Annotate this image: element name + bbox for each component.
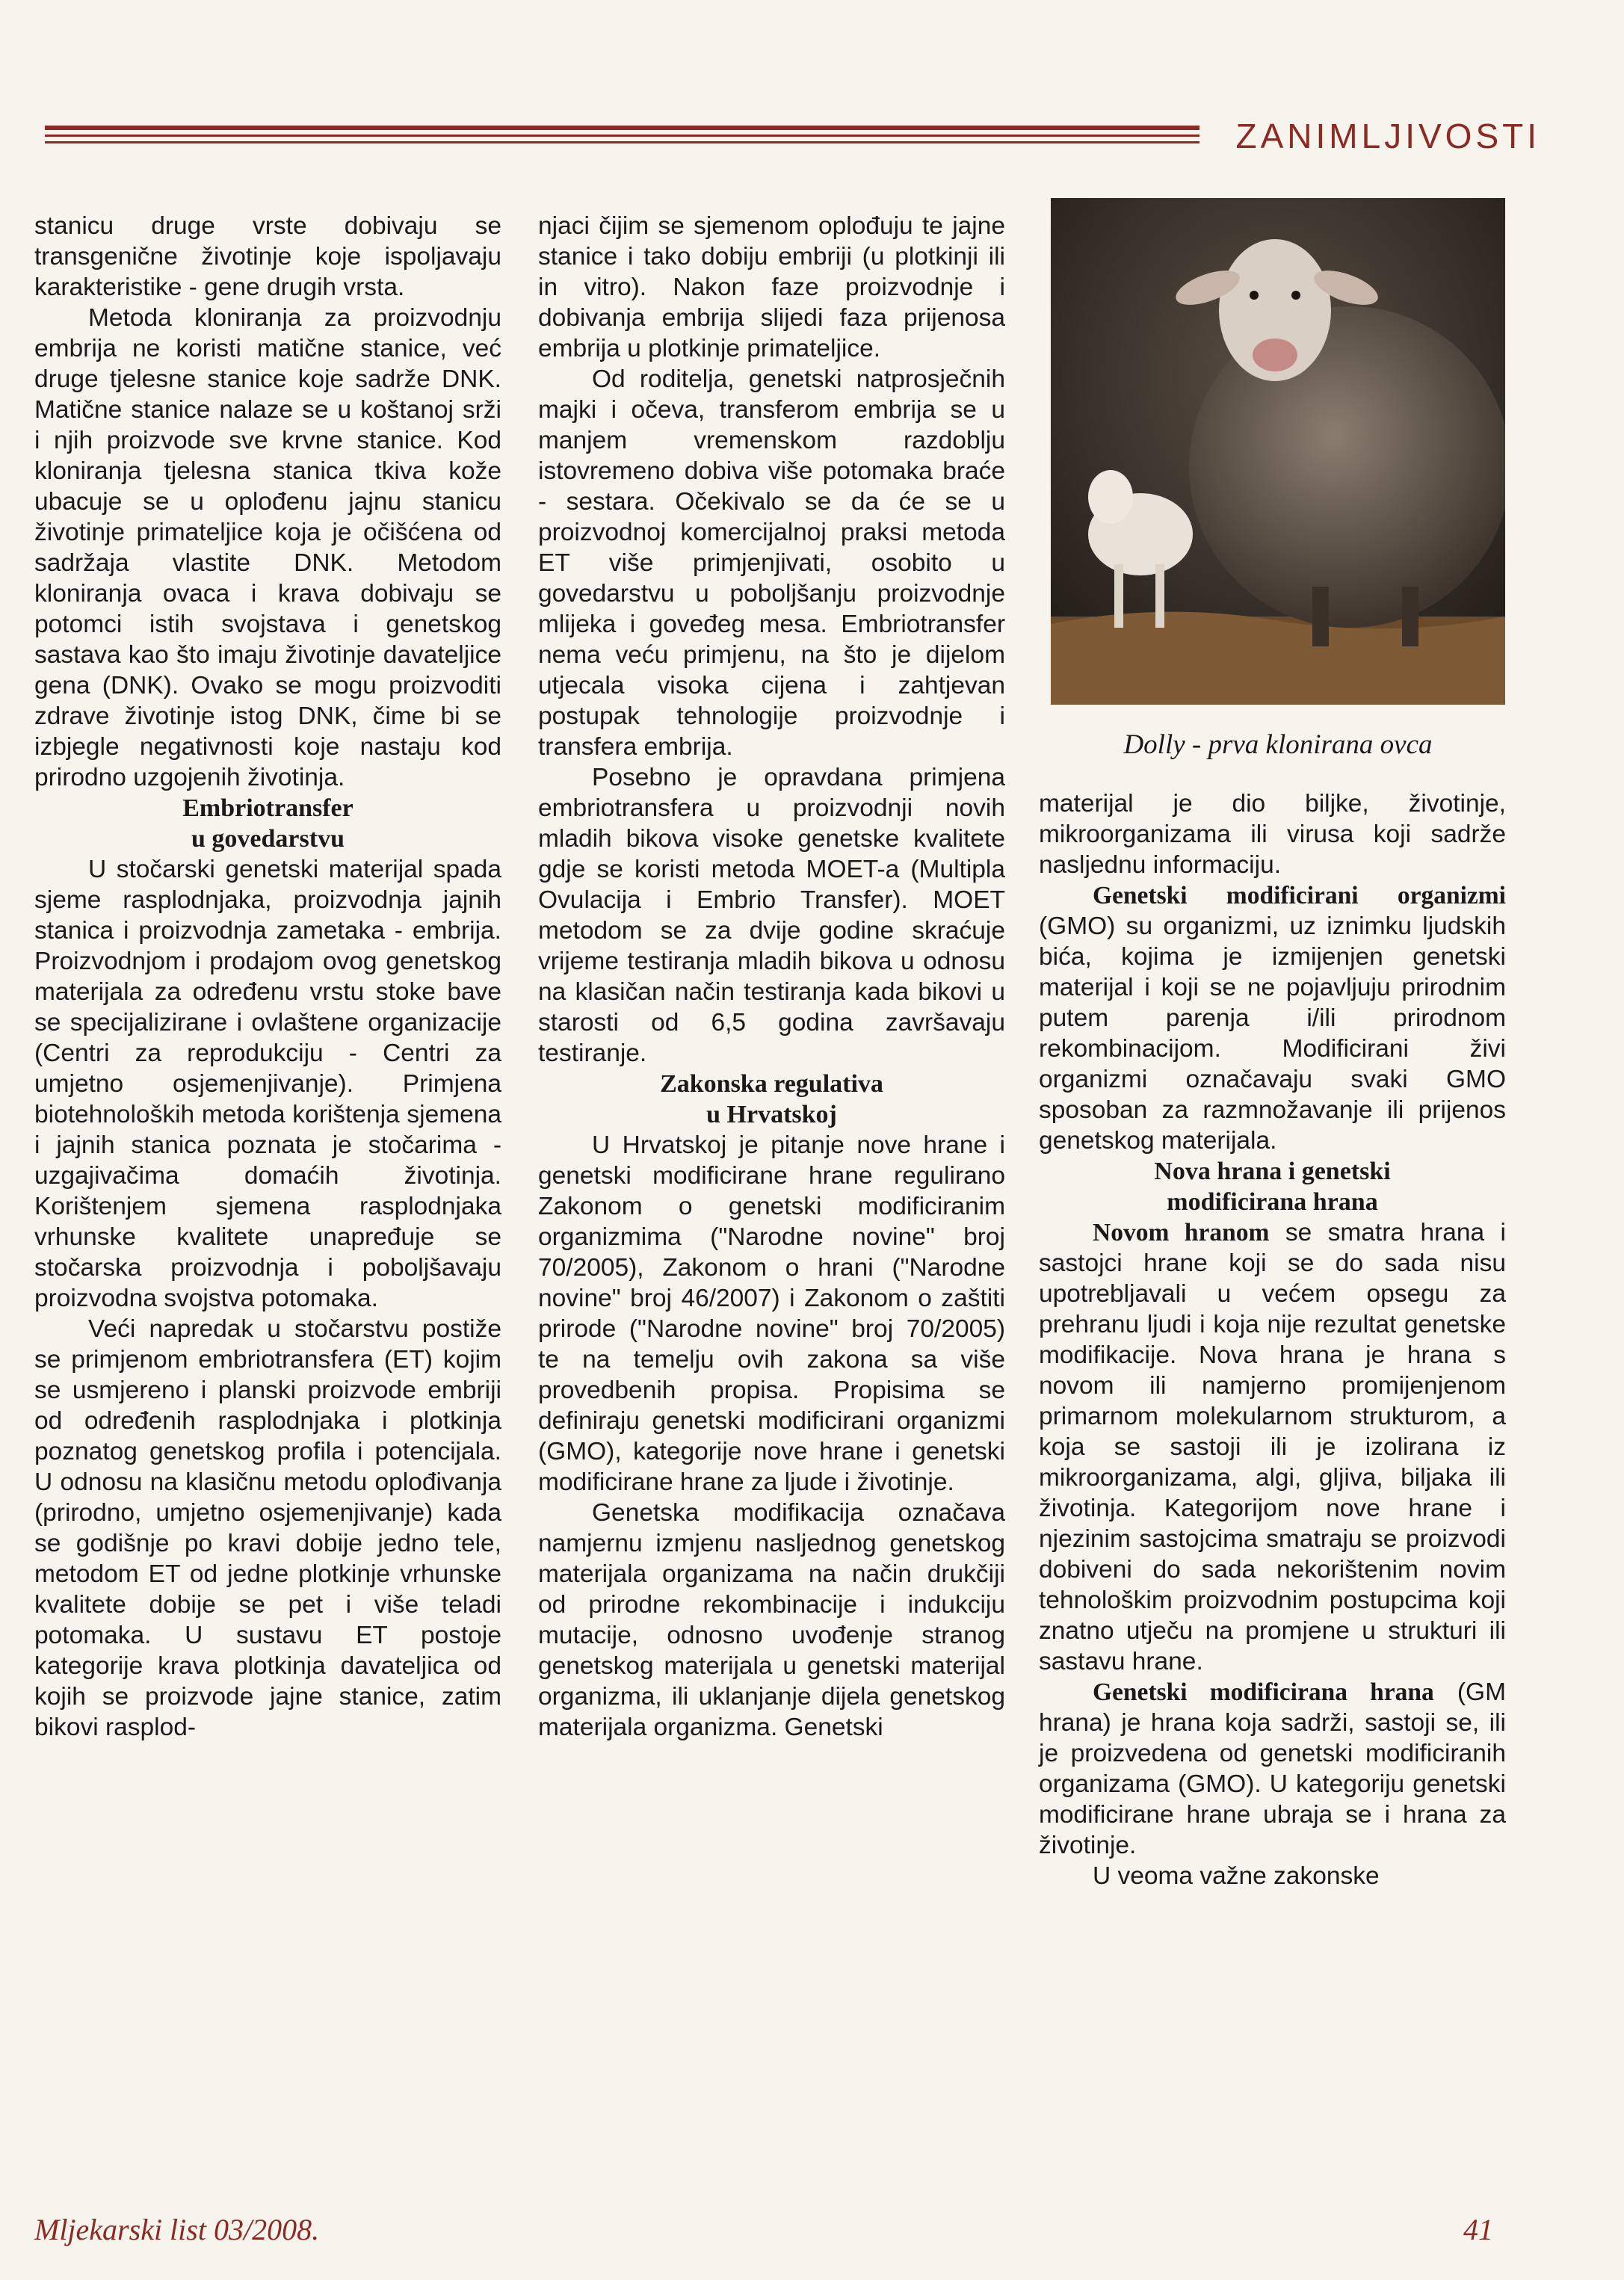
paragraph: U Hrvatskoj je pitanje nove hrane i genetski modificirane hrane regulirano Zakonom o genetski modificiranim organizmima ("Narodne novine" broj 70/2005), Zakonom o hrani ("Narodne novine" broj 46/2007) i Zakonom o zaštiti prirode ("Narodne novine" broj 70/2005) te na temelju ovih zakona sa više provedbenih propisa. Propisima se definiraju genetski modificirani organizmi (GMO), kategorije nove hrane i genetski modificirane hrane za ljude i životinje. (538, 1131, 1005, 1496)
header-rules (45, 126, 1200, 148)
paragraph: materijal je dio biljke, životinje, mikroorganizama ili virusa koji sadrže nasljednu informaciju. (1039, 790, 1506, 879)
paragraph: Od roditelja, genetski natprosječnih majki i očeva, transferom embrija se u manjem vremenskom razdoblju istovremeno dobiva više potomaka braće - sestara. Očekivalo se da će se u proizvodnoj komercijalnoj praksi metoda ET više primjenjivati, osobito u govedarstvu u poboljšanju proizvodnje mlijeka i goveđeg mesa. Embriotransfer nema veću primjenu, na što je dijelom utjecala visoka cijena i zahtjevan postupak tehnologije proizvodnje i transfera embrija. (538, 365, 1005, 761)
section-title: ZANIMLJIVOSTI (1235, 117, 1540, 155)
paragraph: Veći napredak u stočarstvu postiže se primjenom embriotransfera (ET) kojim se usmjereno i planski proizvode embriji od određenih rasplodnjaka i plotkinja poznatog genetskog profila i potencijala. U odnosu na klasičnu metodu oplođivanja (prirodno, umjetno osjemenjivanje) kada se godišnje po kravi dobije jedno tele, metodom ET od jedne plotkinje vrhunske kvalitete dobije se pet i više teladi potomaka. U sustavu ET postoje kategorije krava plotkinja davateljica od kojih se proizvode jajne stanice, zatim bikovi rasplod- (34, 1315, 501, 1741)
subheading: Zakonska regulativa (660, 1070, 883, 1098)
dolly-sheep-photo (1051, 198, 1505, 705)
column-3 (1039, 788, 1506, 1891)
paragraph: Posebno je opravdana primjena embriotransfera u proizvodnji novih mladih bikova visoke genetske kvalitete gdje se koristi metoda MOET-a (Multipla Ovulacija i Embrio Transfer). MOET metodom se za dvije godine skraćuje vrijeme testiranja mladih bikova u odnosu na klasičan način testiranja kada bikovi u starosti od 6,5 godina završavaju testiranje. (538, 764, 1005, 1067)
paragraph: Genetski modificirana hrana (GM hrana) je hrana koja sadrži, sastoji se, ili je proizvedena od genetski modificiranih organizama (GMO). U kategoriju genetski modificirane hrane ubraja se i hrana za životinje. (1039, 1678, 1506, 1859)
paragraph: Novom hranom se smatra hrana i sastojci hrane koji se do sada nisu upotrebljavali u većem opsegu za prehranu ljudi i koja nije rezultat genetske modifikacije. Nova hrana je hrana s novom ili namjerno promijenjenom primarnom molekularnom strukturom, a koja se sastoji ili je izolirana iz mikroorganizama, algi, gljiva, biljaka ili životinja. Kategorijom nove hrane i njezinim sastojcima smatraju se proizvodi dobiveni do sada nekorištenim novim tehnološkim proizvodnim postupcima koji znatno utječu na promjene u strukturi ili sastavu hrane. (1039, 1219, 1506, 1675)
bold-term: Genetski modificirana hrana (1093, 1678, 1434, 1706)
column-2 (538, 211, 1005, 1743)
paragraph: Metoda kloniranja za proizvodnju embrija ne koristi matične stanice, već druge tjelesne stanice koje sadrže DNK. Matične stanice nalaze se u koštanoj srži i njih proizvode sve krvne stanice. Kod kloniranja tjelesna stanica tkiva kože ubacuje se u oplođenu jajnu stanicu životinje primateljice koja je očišćena od sadržaja vlastite DNK. Metodom kloniranja ovaca i krava dobivaju se potomci istih svojstava i genetskog sastava kao što imaju životinje davateljice gena (DNK). Ovako se mogu proizvoditi zdrave životinje istog DNK, čime bi se izbjegle negativnosti koje nastaju kod prirodno uzgojenih životinja. (34, 304, 501, 791)
subheading: u Hrvatskoj (706, 1101, 837, 1128)
bold-term: Novom hranom (1093, 1219, 1270, 1246)
sheep-illustration (1051, 198, 1505, 705)
photo-caption: Dolly - prva klonirana ovca (1123, 729, 1433, 760)
subheading: Nova hrana i genetski (1154, 1158, 1391, 1185)
bold-term: Genetski modificirani organizmi (1093, 882, 1506, 909)
paragraph: njaci čijim se sjemenom oplođuju te jajne stanice i tako dobiju embriji (u plotkinji ili in vitro). Nakon faze proizvodnje i dobivanja embrija slijedi faza prijenosa embrija u plotkinje primateljice. (538, 212, 1005, 362)
paragraph: U stočarski genetski materijal spada sjeme rasplodnjaka, proizvodnja jajnih stanica i proizvodnja zametaka - embrija. Proizvodnjom i prodajom ovog genetskog materijala za određenu vrstu stoke bave se specijalizirane i ovlaštene organizacije (Centri za reprodukciju - Centri za umjetno osjemenjivanje). Primjena biotehnoloških metoda korištenja sjemena i jajnih stanica poznata je stočarima - uzgajivačima domaćih životinja. Korištenjem sjemena rasplodnjaka vrhunske kvalitete unapređuje se stočarska proizvodnja i poboljšavaju proizvodna svojstva potomaka. (34, 856, 501, 1312)
paragraph: U veoma važne zakonske (1093, 1862, 1380, 1890)
paragraph: Genetska modifikacija označava namjernu izmjenu nasljednog genetskog materijala organizama na način drukčiji od prirodne rekombinacije i indukciju mutacije, odnosno uvođenje stranog genetskog materijala u genetski materijal organizma, ili uklanjanje dijela genetskog materijala organizma. Genetski (538, 1499, 1005, 1741)
subheading: modificirana hrana (1167, 1188, 1378, 1216)
journal-footer: Mljekarski list 03/2008. (34, 2213, 320, 2246)
paragraph: Genetski modificirani organizmi (GMO) su organizmi, uz iznimku ljudskih bića, kojima je izmijenjen genetski materijal i koji se ne pojavljuju prirodnim putem parenja i/ili prirodnom rekombinacijom. Modificirani živi organizmi označavaju svaki GMO sposoban za razmnožavanje ili prijenos genetskog materijala. (1039, 882, 1506, 1155)
page-number: 41 (1463, 2213, 1493, 2246)
paragraph: stanicu druge vrste dobivaju se transgenične životinje koje ispoljavaju karakteristike - gene drugih vrsta. (34, 212, 501, 301)
column-1 (34, 211, 501, 1743)
subheading: Embriotransfer (182, 794, 353, 822)
subheading: u govedarstvu (191, 825, 345, 853)
